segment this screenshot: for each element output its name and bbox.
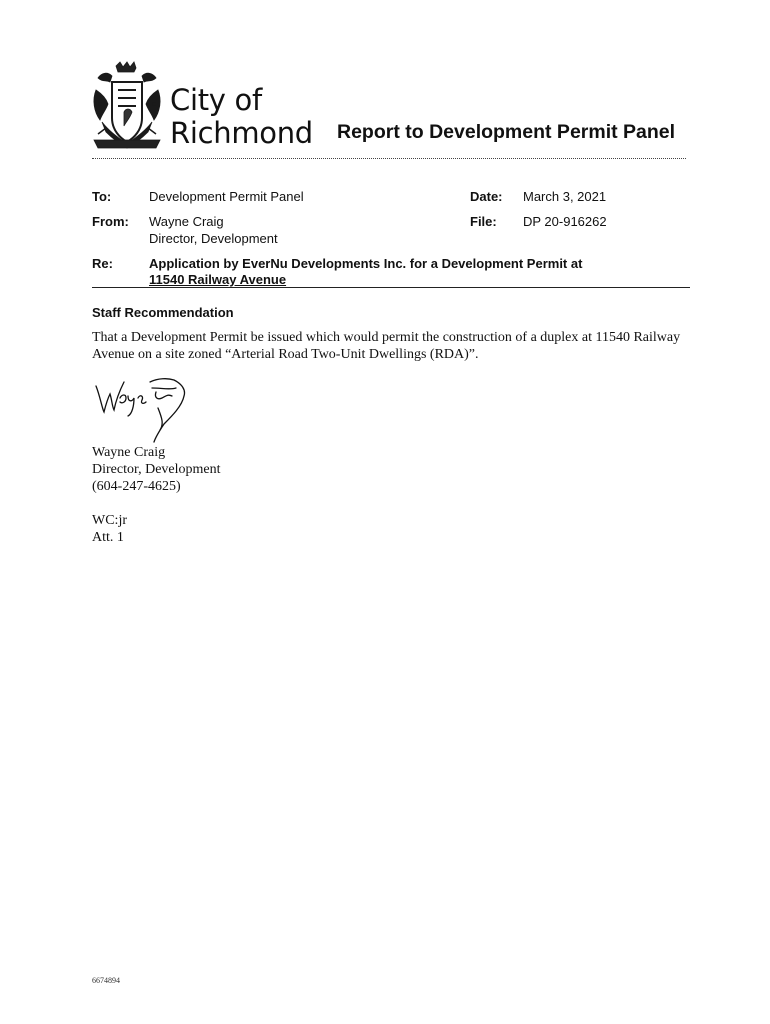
from-title: Director, Development <box>149 231 278 246</box>
signatory-title: Director, Development <box>92 462 221 477</box>
signature-block <box>92 444 221 495</box>
staff-recommendation-heading: Staff Recommendation <box>92 305 234 320</box>
document-id: 6674894 <box>92 976 120 985</box>
handwritten-signature <box>90 368 210 448</box>
signatory-phone: (604-247-4625) <box>92 479 181 494</box>
typist-initials: WC:jr <box>92 513 127 528</box>
report-title: Report to Development Permit Panel <box>337 121 676 143</box>
to-label: To: <box>92 189 112 204</box>
to-value: Development Permit Panel <box>149 189 304 204</box>
file-label: File: <box>470 214 497 229</box>
city-name-line2: Richmond <box>170 116 313 150</box>
subject-divider <box>92 287 690 288</box>
re-line1: Application by EverNu Developments Inc. for a Development Permit at <box>149 256 583 271</box>
file-value: DP 20-916262 <box>523 214 607 229</box>
signatory-name: Wayne Craig <box>92 445 166 460</box>
header-divider <box>92 158 686 159</box>
city-name-line1: City of <box>170 83 262 117</box>
city-crest-logo <box>88 60 166 156</box>
initials-block <box>92 512 127 546</box>
re-label: Re: <box>92 256 113 271</box>
date-label: Date: <box>470 189 503 204</box>
re-line2: 11540 Railway Avenue <box>149 272 287 287</box>
recommendation-text: That a Development Permit be issued which would permit the construction of a duplex at 11540 Railway Avenue on a site zoned “Arterial Road Two-Unit Dwellings (RDA)”. <box>92 330 681 362</box>
from-name: Wayne Craig <box>149 214 224 229</box>
from-label: From: <box>92 214 129 229</box>
attachment-note: Att. 1 <box>92 530 124 545</box>
date-value: March 3, 2021 <box>523 189 607 204</box>
city-name <box>170 84 313 150</box>
